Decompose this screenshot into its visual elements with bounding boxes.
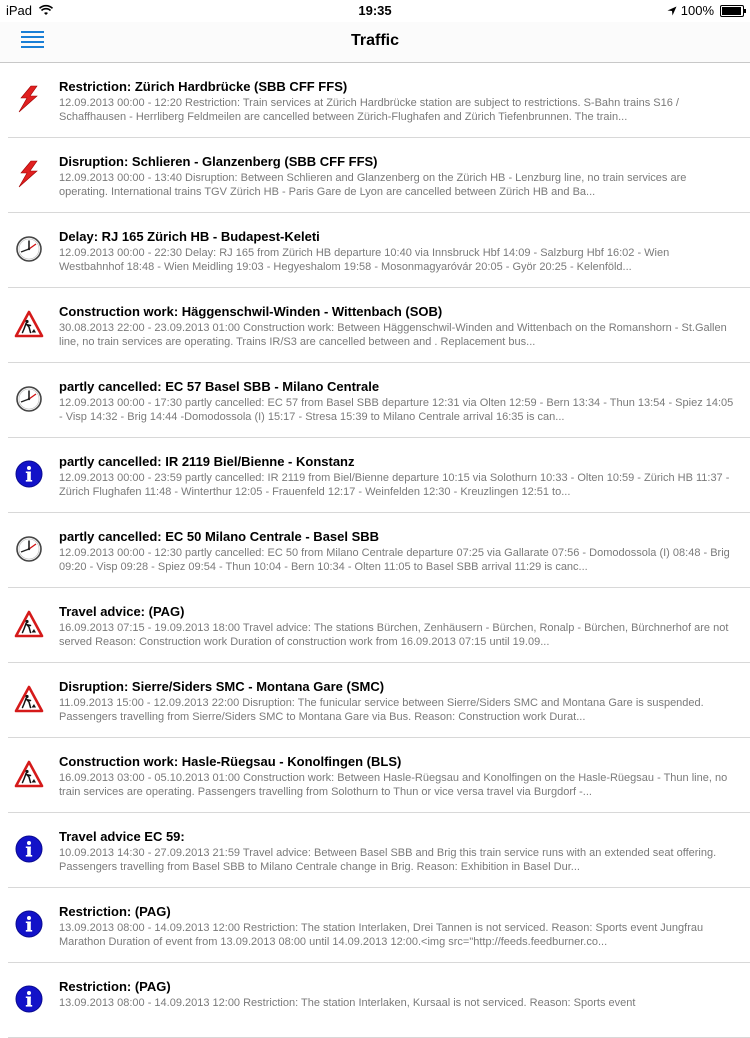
- item-description: 12.09.2013 00:00 - 12:20 Restriction: Train services at Zürich Hardbrücke station are subject to restrictions. S-Bahn trains S16 / Schaffhausen - Herrliberg Feldmeilen are cancelled between Zürich-Flughafen and Zürich Tiefenbrunnen. The train...: [59, 97, 679, 123]
- item-description: 30.08.2013 22:00 - 23.09.2013 01:00 Construction work: Between Häggenschwil-Winden and Wittenbach on the Romanshorn - St.Gallen line, no train services are operating. Trains IR/S3 are cancelled between and . Replacement bus...: [59, 322, 727, 348]
- info-icon: [15, 985, 43, 1013]
- lightning-icon: [15, 160, 43, 188]
- item-description: 11.09.2013 15:00 - 12.09.2013 22:00 Disruption: The funicular service between Sierre/Siders SMC and Montana Gare is suspended. Passengers travelling from Sierre/Siders SMC to Montana Gare via Bus. Reason: Construction work Durat...: [59, 697, 704, 723]
- item-title: Disruption: Schlieren - Glanzenberg (SBB CFF FFS): [59, 154, 378, 169]
- item-title: partly cancelled: IR 2119 Biel/Bienne - Konstanz: [59, 454, 355, 469]
- item-title: partly cancelled: EC 50 Milano Centrale - Basel SBB: [59, 529, 380, 544]
- navigation-bar: [0, 22, 750, 63]
- clock-icon: [15, 385, 43, 413]
- list-item[interactable]: [8, 738, 750, 813]
- page-title: Traffic: [350, 32, 399, 49]
- item-description: 13.09.2013 08:00 - 14.09.2013 12:00 Restriction: The station Interlaken, Drei Tannen is not serviced. Reason: Sports event Jungfrau Marathon Duration of event from 13.09.2013 08:00 until 14.09.2013 12:00.<img src="http://feeds.feedburner.co...: [59, 922, 704, 948]
- item-title: Restriction: (PAG): [59, 904, 171, 919]
- item-title: Restriction: (PAG): [59, 979, 171, 994]
- item-title: Disruption: Sierre/Siders SMC - Montana Gare (SMC): [59, 679, 385, 694]
- status-bar: [0, 0, 750, 22]
- clock-icon: [15, 235, 43, 263]
- info-icon: [15, 460, 43, 488]
- item-description: 12.09.2013 00:00 - 22:30 Delay: RJ 165 from Zürich HB departure 10:40 via Innsbruck Hbf 14:09 - Salzburg Hbf 16:02 - Wien Westbahnhof 18:48 - Wien Meidling 19:03 - Hegyeshalom 19:58 - Mosonmagyaróvár 20:05 - Györ 20:25 - Kelenföld...: [59, 247, 670, 273]
- item-description: 12.09.2013 00:00 - 12:30 partly cancelled: EC 50 from Milano Centrale departure 07:25 via Gallarate 07:56 - Domodossola (I) 08:48 - Brig 09:20 - Visp 09:28 - Spiez 09:54 - Thun 10:04 - Bern 10:34 - Olten 11:05 to Basel SBB arrival 11:29 is canc...: [59, 547, 730, 573]
- item-title: Construction work: Häggenschwil-Winden - Wittenbach (SOB): [59, 304, 443, 319]
- item-title: Restriction: Zürich Hardbrücke (SBB CFF FFS): [59, 79, 348, 94]
- status-right: [667, 3, 744, 18]
- item-description: 12.09.2013 00:00 - 17:30 partly cancelled: EC 57 from Basel SBB departure 12:31 via Olten 12:59 - Bern 13:34 - Thun 13:54 - Spiez 14:05 - Visp 14:32 - Brig 14:44 -Domodossola (I) 15:17 - Stresa 15:39 to Milano Centrale arrival 16:35 is can...: [59, 397, 734, 423]
- item-title: Delay: RJ 165 Zürich HB - Budapest-Keleti: [59, 229, 320, 244]
- list-item[interactable]: [8, 963, 750, 1038]
- location-arrow-icon: [667, 6, 677, 16]
- list-item[interactable]: [8, 363, 750, 438]
- lightning-icon: [15, 85, 43, 113]
- roadwork-warning-icon: [15, 610, 43, 638]
- roadwork-warning-icon: [15, 760, 43, 788]
- info-icon: [15, 910, 43, 938]
- item-description: 10.09.2013 14:30 - 27.09.2013 21:59 Travel advice: Between Basel SBB and Brig this train service runs with an extended seat offering. Passengers travelling from Basel SBB to Milano Centrale change in Brig. Reason: Exhibition in Basel Dur...: [59, 847, 717, 873]
- list-item[interactable]: [8, 513, 750, 588]
- traffic-list[interactable]: [0, 63, 750, 1009]
- list-item[interactable]: [8, 213, 750, 288]
- list-item[interactable]: [8, 138, 750, 213]
- item-description: 12.09.2013 00:00 - 13:40 Disruption: Between Schlieren and Glanzenberg on the Zürich HB - Lenzburg line, no train services are operating. International trains TGV Zürich HB - Paris Gare de Lyon are cancelled between Zürich HB and Ba...: [59, 172, 687, 198]
- info-icon: [15, 835, 43, 863]
- list-item[interactable]: [8, 63, 750, 138]
- item-title: Construction work: Hasle-Rüegsau - Konolfingen (BLS): [59, 754, 402, 769]
- list-item[interactable]: [8, 438, 750, 513]
- battery-icon: [720, 5, 744, 17]
- list-item[interactable]: [8, 888, 750, 963]
- list-item[interactable]: [8, 813, 750, 888]
- item-title: partly cancelled: EC 57 Basel SBB - Milano Centrale: [59, 379, 380, 394]
- item-description: 16.09.2013 07:15 - 19.09.2013 18:00 Travel advice: The stations Bürchen, Zenhäusern - Bürchen, Ronalp - Bürchen, Bürchnerhof are not served Reason: Construction work Duration of construction work from 16.09.2013 07:15 until 19.09...: [59, 622, 729, 648]
- clock-icon: [15, 535, 43, 563]
- roadwork-warning-icon: [15, 310, 43, 338]
- battery-percent: 100%: [680, 3, 714, 18]
- item-description: 12.09.2013 00:00 - 23:59 partly cancelled: IR 2119 from Biel/Bienne departure 10:15 via Solothurn 10:33 - Olten 10:59 - Zürich HB 11:37 - Zürich Flughafen 11:48 - Winterthur 12:05 - Frauenfeld 12:17 - Weinfelden 12:30 - Kreuzlingen 12:51 to...: [59, 472, 730, 498]
- item-title: Travel advice: (PAG): [59, 604, 185, 619]
- list-item[interactable]: [8, 663, 750, 738]
- item-title: Travel advice EC 59:: [59, 829, 185, 844]
- device-label: iPad: [6, 3, 33, 18]
- roadwork-warning-icon: [15, 685, 43, 713]
- item-description: 13.09.2013 08:00 - 14.09.2013 12:00 Restriction: The station Interlaken, Kursaal is not serviced. Reason: Sports event: [59, 997, 636, 1009]
- item-description: 16.09.2013 03:00 - 05.10.2013 01:00 Construction work: Between Hasle-Rüegsau and Konolfingen on the Hasle-Rüegsau - Thun line, no train services are operating. Passengers travelling from Solothurn to Thun or vice versa travel via Burgdorf -...: [59, 772, 728, 798]
- status-time: 19:35: [358, 3, 392, 18]
- list-item[interactable]: [8, 288, 750, 363]
- list-item[interactable]: [8, 588, 750, 663]
